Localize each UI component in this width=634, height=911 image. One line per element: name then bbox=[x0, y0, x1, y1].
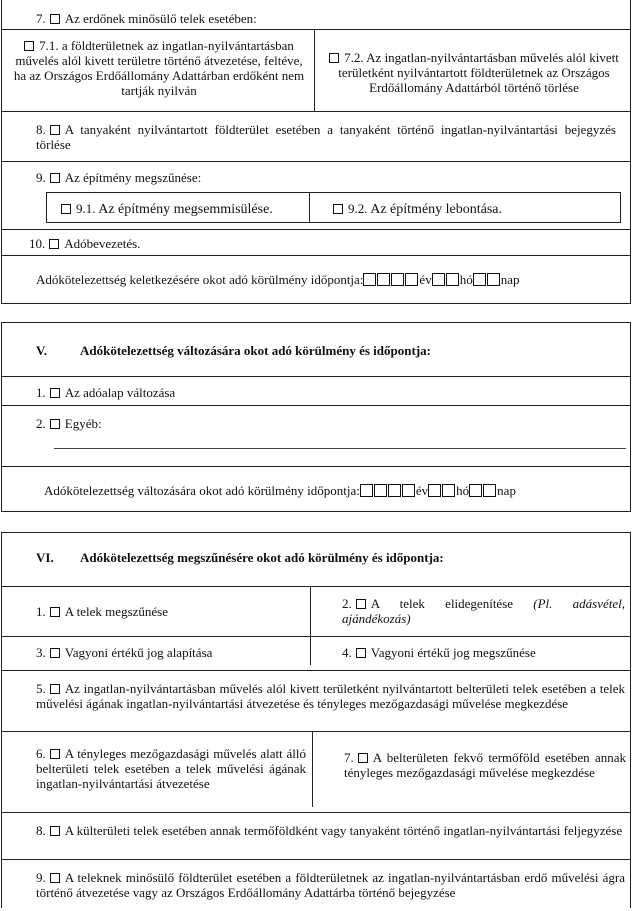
s5-header-row bbox=[2, 323, 630, 376]
s4-item9-2-num: 9.2. bbox=[348, 201, 368, 216]
s6-item8-label: A külterületi telek esetében annak termőföldként vagy tanyaként történő ingatlan-nyilvántartási feljegyzése bbox=[64, 823, 623, 838]
section4-block bbox=[1, 0, 631, 304]
s5-other-input-line[interactable] bbox=[54, 448, 626, 449]
s6-item2-note: (Pl. adásvétel, ajándékozás) bbox=[342, 596, 625, 626]
s5-item2-label: Egyéb: bbox=[64, 416, 102, 431]
s6-item4-num: 4. bbox=[342, 645, 352, 660]
s6-item2-label: A telek elidegenítése bbox=[370, 596, 514, 611]
s6-header-row bbox=[2, 533, 630, 586]
s6-item7-label: A belterületen fekvő termőföld esetében annak tényleges mezőgazdasági művelése megkezdése bbox=[344, 750, 626, 780]
section5-block bbox=[1, 322, 631, 512]
s5-item2-checkbox[interactable] bbox=[50, 419, 60, 429]
s4-item10-row bbox=[2, 229, 630, 255]
s5-date-row bbox=[2, 466, 630, 511]
s4-item9-num: 9. bbox=[36, 170, 46, 185]
s4-month-label: hó bbox=[459, 272, 473, 287]
s4-item8-label: A tanyaként nyilvántartott földterület esetében a tanyaként történő ingatlan-nyilvántartási bejegyzés törlése bbox=[36, 122, 616, 152]
s6-item3-num: 3. bbox=[36, 645, 46, 660]
s6-item5-row bbox=[2, 670, 630, 731]
s4-month-boxes[interactable] bbox=[432, 272, 460, 287]
s6-item2-checkbox[interactable] bbox=[356, 599, 366, 609]
s4-item7-checkbox[interactable] bbox=[50, 14, 60, 24]
s4-item9-row bbox=[2, 161, 630, 193]
s5-month-boxes[interactable] bbox=[428, 483, 456, 498]
s4-year-label: év bbox=[419, 272, 432, 287]
s4-item7-sub-row bbox=[2, 29, 630, 111]
s6-item1-label: A telek megszűnése bbox=[64, 604, 168, 619]
s6-item8-row bbox=[2, 812, 630, 857]
s4-item7-2-checkbox[interactable] bbox=[329, 53, 339, 63]
s6-title: Adókötelezettség megszűnésére okot adó körülmény és időpontja: bbox=[80, 550, 444, 565]
s6-item9-checkbox[interactable] bbox=[50, 873, 60, 883]
s5-item2-row bbox=[2, 405, 630, 461]
s5-item1-num: 1. bbox=[36, 385, 46, 400]
section6-block bbox=[1, 532, 631, 908]
s6-item9-row bbox=[2, 859, 630, 911]
s6-item8-num: 8. bbox=[36, 823, 46, 838]
s4-item8-row bbox=[2, 111, 630, 161]
s4-item9-label: Az építmény megszűnése: bbox=[64, 170, 202, 185]
s6-item2-num: 2. bbox=[342, 596, 352, 611]
s4-item9-1-num: 9.1. bbox=[76, 201, 96, 216]
s4-date-row bbox=[2, 255, 630, 303]
s6-item8-checkbox[interactable] bbox=[50, 826, 60, 836]
s6-item1-num: 1. bbox=[36, 604, 46, 619]
s4-item7-1-checkbox[interactable] bbox=[24, 41, 34, 51]
s6-item3-label: Vagyoni értékű jog alapítása bbox=[64, 645, 213, 660]
s6-item6-num: 6. bbox=[36, 746, 46, 761]
s6-item6-label: A tényleges mezőgazdasági művelés alatt álló belterületi telek esetében a telek művelési ágának ingatlan-nyilvántartási átvezetése bbox=[36, 746, 306, 791]
s4-item7-2-label: 7.2. Az ingatlan-nyilvántartásban művelés alól kivett területként nyilvántartott földterületnek az Országos Erdőállomány Adattárból történő törlése bbox=[338, 50, 619, 95]
s6-num: VI. bbox=[36, 550, 54, 565]
s4-item9-1-checkbox[interactable] bbox=[61, 204, 71, 214]
s5-month-label: hó bbox=[456, 483, 470, 498]
s4-item7-1-label: 7.1. a földterületnek az ingatlan-nyilvántartásban művelés alól kivett területre történő átvezetése, feltéve, ha az Országos Erdőállomány Adattárban erdőként nem tartják nyilván bbox=[13, 38, 305, 98]
s5-day-label: nap bbox=[497, 483, 516, 498]
s4-day-label: nap bbox=[500, 272, 520, 287]
s5-year-label: év bbox=[415, 483, 429, 498]
s4-item10-num: 10. bbox=[29, 236, 46, 251]
s4-item7-row bbox=[2, 0, 630, 29]
s4-item10-checkbox[interactable] bbox=[49, 239, 59, 249]
s6-item5-num: 5. bbox=[36, 681, 46, 696]
s4-item9-sub-row bbox=[46, 192, 621, 223]
s4-item8-num: 8. bbox=[36, 122, 46, 137]
s5-title: Adókötelezettség változására okot adó körülmény és időpontja: bbox=[80, 343, 431, 358]
s4-item8-checkbox[interactable] bbox=[50, 125, 60, 135]
s6-item4-label: Vagyoni értékű jog megszűnése bbox=[370, 645, 536, 660]
s5-item1-checkbox[interactable] bbox=[50, 388, 60, 398]
s6-item3-checkbox[interactable] bbox=[50, 648, 60, 658]
s5-day-boxes[interactable] bbox=[469, 483, 497, 498]
s4-item10-label: Adóbevezetés. bbox=[64, 236, 141, 251]
s4-item7-num: 7. bbox=[36, 11, 46, 26]
s5-num: V. bbox=[36, 343, 47, 358]
s5-year-boxes[interactable] bbox=[360, 483, 416, 498]
s4-item9-2-label: Az építmény lebontása. bbox=[370, 202, 503, 217]
s6-item6-checkbox[interactable] bbox=[50, 749, 60, 759]
s6-item5-checkbox[interactable] bbox=[50, 684, 60, 694]
s5-date-label: Adókötelezettség változására okot adó körülmény időpontja: bbox=[44, 483, 360, 498]
s4-item7-label: Az erdőnek minősülő telek esetében: bbox=[64, 11, 257, 26]
s4-day-boxes[interactable] bbox=[473, 272, 501, 287]
s6-item9-label: A teleknek minősülő földterület esetében a földterületnek az ingatlan-nyilvántartásban erdő művelési ágra történő átvezetése vagy az Országos Erdőállomány Adattárba történő bejegyzése bbox=[36, 870, 625, 900]
s4-item9-1-label: Az építmény megsemmisülése. bbox=[98, 202, 273, 217]
s6-item5-label: Az ingatlan-nyilvántartásban művelés alól kivett területként nyilvántartott belterületi telek esetében a telek művelési ágának ingatlan-nyilvántartási átvezetése és tényleges mezőgazdasági művelése megkezdése bbox=[36, 681, 625, 711]
s6-item4-checkbox[interactable] bbox=[356, 648, 366, 658]
s6-item7-num: 7. bbox=[344, 750, 354, 765]
s6-item9-num: 9. bbox=[36, 870, 46, 885]
s4-date-label: Adókötelezettség keletkezésére okot adó körülmény időpontja: bbox=[36, 272, 364, 287]
s4-item9-2-checkbox[interactable] bbox=[333, 204, 343, 214]
s6-item7-checkbox[interactable] bbox=[358, 753, 368, 763]
s6-item3-4-row bbox=[2, 636, 630, 665]
s5-item1-label: Az adóalap változása bbox=[64, 385, 176, 400]
s4-item9-checkbox[interactable] bbox=[50, 173, 60, 183]
s5-item1-row bbox=[2, 376, 630, 405]
s6-item1-2-row bbox=[2, 586, 630, 636]
s4-year-boxes[interactable] bbox=[363, 272, 419, 287]
s5-item2-num: 2. bbox=[36, 416, 46, 431]
s6-item6-7-row bbox=[2, 731, 630, 807]
s6-item1-checkbox[interactable] bbox=[50, 607, 60, 617]
